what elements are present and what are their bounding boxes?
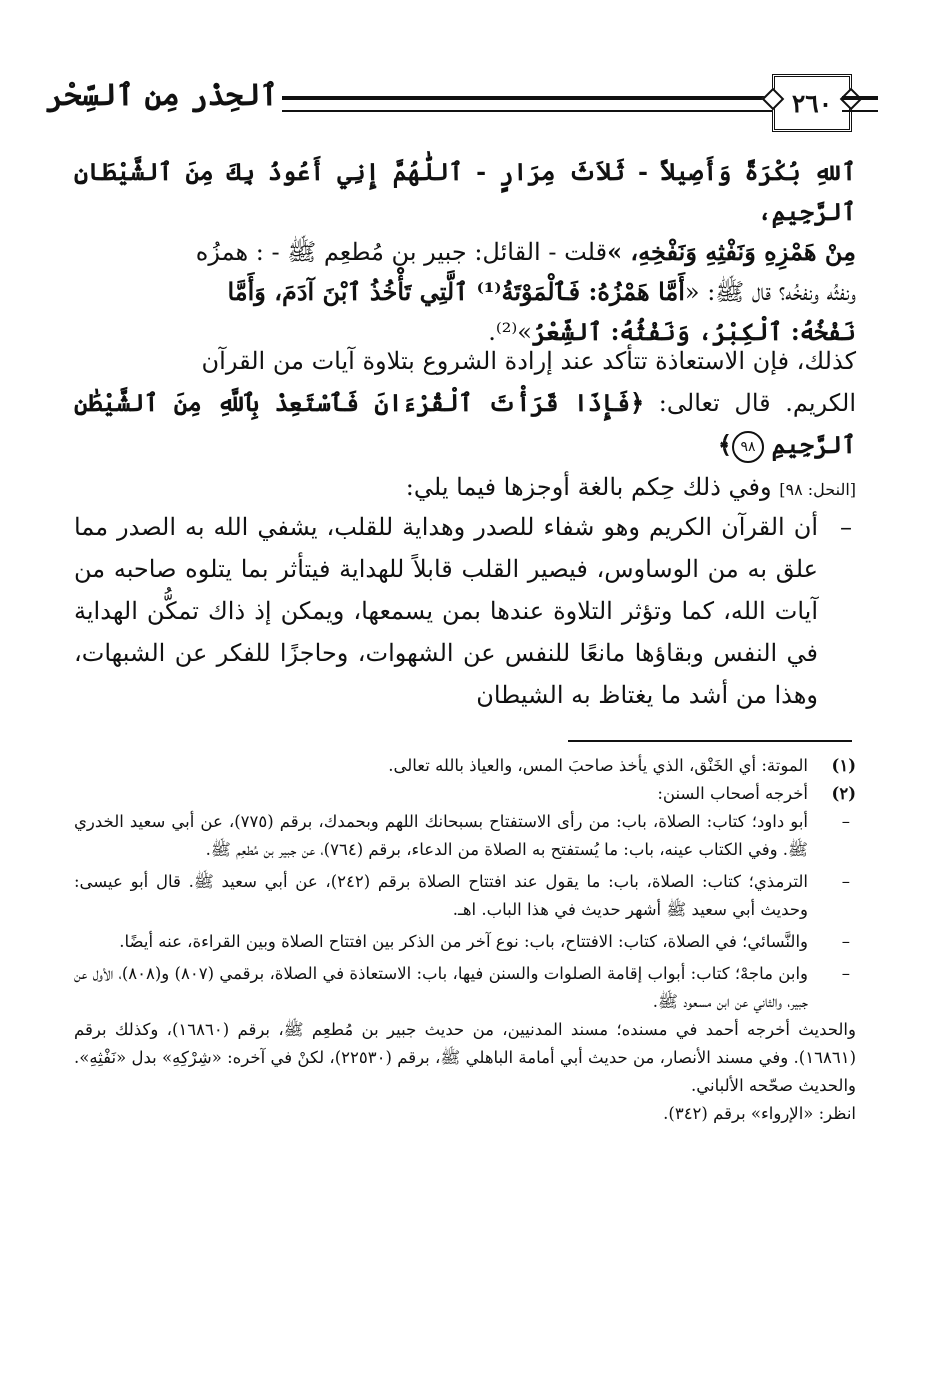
footnote-1 [74,752,856,780]
hadith-line-1: ٱللهِ بُكْرَةً وَأَصِيلاً - ثَلاَثَ مِرَارٍ - ٱللّٰهُمَّ إِنِي أَعُوذُ بِكَ مِنَ ٱلشَّيْطَانِ ٱلرَّجِيمِ، [74,157,856,226]
istiadha-line-3-text: وفي ذلك حِكم بالغة أوجزها فيما يلي: [405,473,772,501]
header-rule-right [842,96,878,112]
hadith-line-2-quote: مِنْ هَمْزِهِ وَنَفْثِهِ وَنَفْخِهِ، » [607,237,856,266]
footnote-source-ibnmajah: وابن ماجهْ؛ كتاب: أبواب إقامة الصلوات والسنن فيها، باب: الاستعاذة في الصلاة، برقمي (٨٠٧) و(٨٠٨)، الأول عن جبير، والثاني عن ابن مسعود ﷺ. [74,964,808,1011]
istiadha-line-1: كذلك، فإن الاستعاذة تتأكد عند إرادة الشروع بتلاوة آيات من القرآن [201,347,856,375]
footnote-source-item [74,868,856,924]
footnote-2 [74,780,856,808]
ayah-citation: [النحل: ٩٨] [779,480,856,499]
list-dash: – [840,513,852,541]
page-number-frame [772,74,852,132]
footnote-source-tirmidhi: الترمذي؛ كتاب: الصلاة، باب: ما يقول عند افتتاح الصلاة برقم (٢٤٢)، عن أبي سعيد ﷺ. قال أبو عيسى: وحديث أبي سعيد ﷺ أشهر حديث في هذا الباب. اهـ. [74,872,808,919]
footnote-1-number: (١) [831,756,856,775]
hadith-line-4-end: »⁽²⁾. [488,318,532,346]
ayah-close-bracket: ﴾ [717,430,732,459]
hadith-line-2 [74,232,856,272]
istiadha-line-3 [74,466,856,511]
footnote-2-number: (٢) [831,784,856,803]
istiadha-paragraph [74,340,856,511]
footnote-ahmad-paragraph: والحديث أخرجه أحمد في مسنده؛ مسند المدنيين، من حديث جبير بن مُطعِم ﷺ، برقم (١٦٨٦٠)، وكذلك برقم (١٦٨٦١). وفي مسند الأنصار، من حديث أبي أمامة الباهلي ﷺ، برقم (٢٢٥٣٠)، لكنْ في آخره: «شِرْكِهِ» بدل «نَفْثِهِ». والحديث صحّحه الألباني. [74,1020,856,1095]
hadith-line-3-quote: أَمَّا هَمْزُهُ: فَٱلْمَوْتَةُ⁽¹⁾ ٱلَّتِي تَأْخُذُ ٱبْنَ آدَمَ، وَأَمَّا [227,277,685,306]
quran-ayah: ﴿فَإِذَا قَرَأْتَ ٱلْقُرْءَانَ فَٱسْتَعِذْ بِٱللَّهِ مِنَ ٱلشَّيْطَٰنِ ٱلرَّجِيمِ [74,388,856,459]
hadith-paragraph [74,152,856,352]
footnote-source-item [74,928,856,956]
running-title: ٱلحِذْر مِن ٱلسِّحْر [46,78,278,113]
footnote-1-text: الموتة: أي الخَنْق، الذي يأخذ صاحبَ المس، والعياذ بالله تعالى. [388,756,808,775]
footnote-source-item [74,808,856,864]
footnote-dash: – [841,812,850,831]
istiadha-line-2-text: الكريم. قال تعالى: [644,389,856,417]
ayah-number-marker: ٩٨ [732,431,764,463]
hadith-line-4-quote: نَفْخُهُ: ٱلْكِبْرُ، وَنَفْثُهُ: ٱلشِّعْرُ [531,317,856,346]
footnote-dash: – [841,964,850,983]
footnote-source-abudawud: أبو داود؛ كتاب: الصلاة، باب: من رأى الاستفتاح بسبحانك اللهم وبحمدك، برقم (٧٧٥)، عن أبي سعيد الخدري ﷺ. وفي الكتاب عينه، باب: ما يُستفتح به الصلاة من الدعاء، برقم (٧٦٤)، عن جبير بن مُطعِم ﷺ. [74,812,808,859]
istiadha-line-2 [74,382,856,466]
hadith-line-2-narration: قلت - القائل: جبير بن مُطعِم ﷺ - : همزُه [195,238,608,266]
footnote-2-text: أخرجه أصحاب السنن: [657,784,808,803]
footnotes [74,752,856,1128]
footnote-dash: – [841,872,850,891]
list-item [74,506,856,716]
footnote-irwa-reference: انظر: «الإرواء» برقم (٣٤٢). [663,1104,856,1123]
page-header [46,68,878,136]
hadith-line-3-narration: ونفثُه ونفخُه؟ قال ﷺ: « [684,278,856,306]
page-number: ٢٦٠ [791,88,833,118]
wisdom-list [74,506,856,716]
footnote-dash: – [841,932,850,951]
header-rule-left [282,96,778,112]
footnote-separator [568,740,852,742]
list-item-text: أن القرآن الكريم وهو شفاء للصدر وهداية للقلب، يشفي الله به الصدر مما علق به من الوساوس، فيصير القلب قابلاً للهداية فيتأثر بما يتلوه صاحبه من آيات الله، كما وتؤثر التلاوة عندها بمن يسمعها، ويمكن إذ ذاك تمكُّن الهداية في النفس وبقاؤها مانعًا للنفس عن الشهوات، وحاجزًا للفكر عن الشبهات، وهذا من أشد ما يغتاظ به الشيطان [74,513,818,709]
footnote-source-nasai: والنَّسائي؛ في الصلاة، كتاب: الافتتاح، باب: نوع آخر من الذكر بين افتتاح الصلاة وبين القراءة، عنه أيضًا. [119,932,808,951]
footnote-source-item [74,960,856,1016]
hadith-line-3 [74,272,856,312]
